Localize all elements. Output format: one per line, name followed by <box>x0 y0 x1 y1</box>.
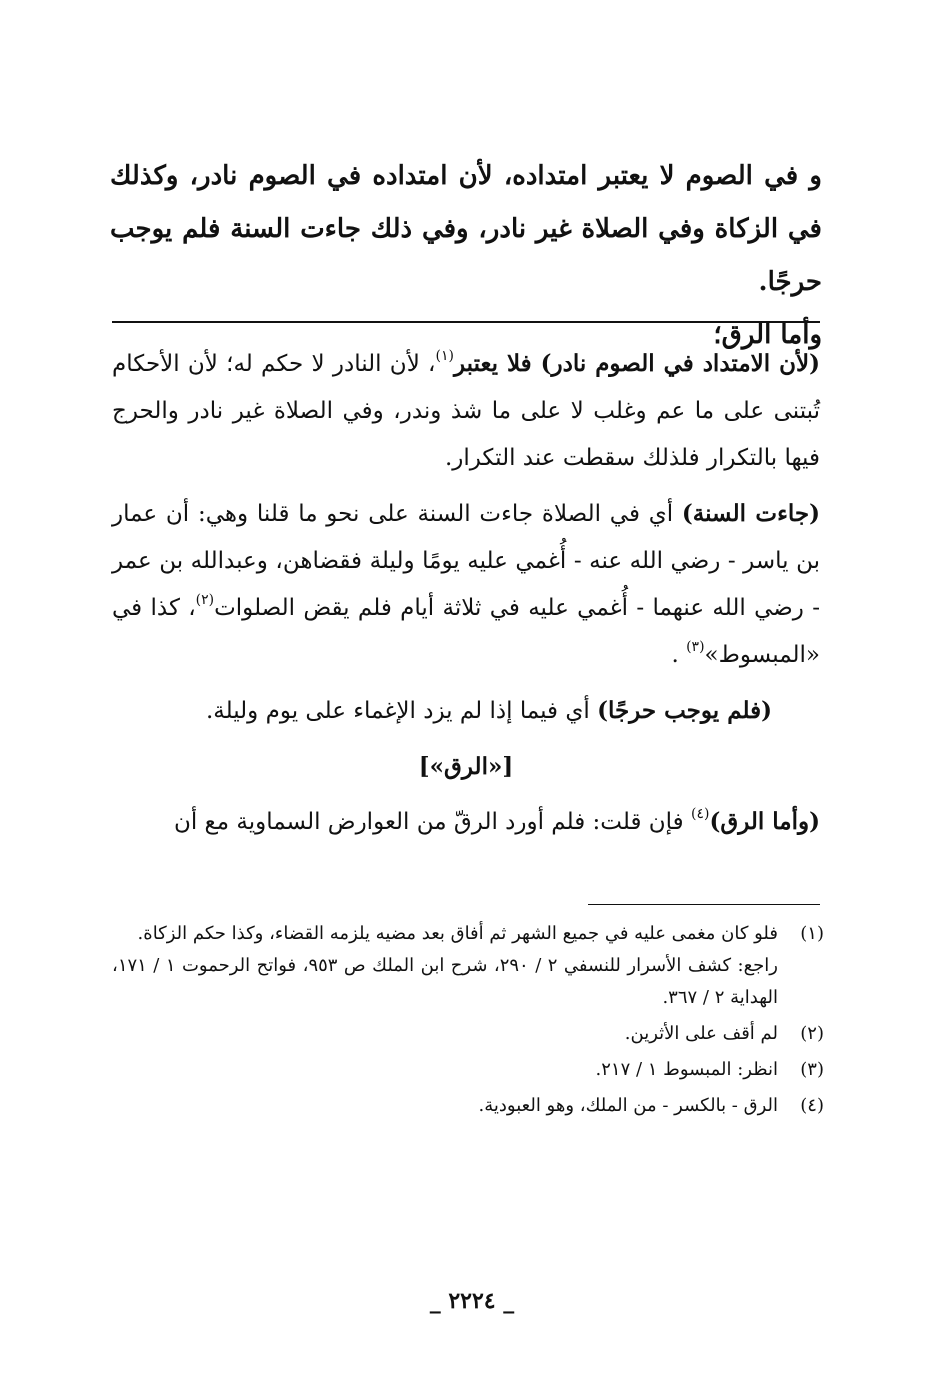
footnote-ref: (٤) <box>691 806 710 823</box>
footnote-body <box>112 1090 778 1122</box>
commentary-text: ، كذا في «المبسوط» <box>112 595 820 668</box>
footnote-body <box>112 1054 778 1086</box>
footnote-line: فلو كان مغمى عليه في جميع الشهر ثم أفاق بعد مضيه يلزمه القضاء، وكذا حكم الزكاة. <box>137 923 778 944</box>
main-last-line: وأما الرق؛ <box>713 320 822 350</box>
commentary <box>112 340 820 854</box>
commentary-text: . <box>671 642 687 668</box>
section-heading: [«الرق»] <box>418 753 514 780</box>
footnote-1 <box>112 918 824 1014</box>
footnote-line: لم أقف على الأثرين. <box>624 1023 778 1044</box>
lemma: (وأما الرق) <box>709 808 820 835</box>
footnote-number: (٣) <box>800 1059 824 1080</box>
main-divider <box>112 321 820 323</box>
commentary-text: فإن قلت: فلم أورد الرقّ من العوارض السماوية مع أن <box>173 809 691 835</box>
main-paragraph: و في الصوم لا يعتبر امتداده، لأن امتداده في الصوم نادر، وكذلك في الزكاة وفي الصلاة غير نادر، وفي ذلك جاءت السنة فلم يوجب حرجًا. <box>110 161 822 297</box>
footnote-ref: (٣) <box>686 639 705 656</box>
commentary-paragraph-2 <box>112 490 820 679</box>
footnote-line: الرق - بالكسر - من الملك، وهو العبودية. <box>478 1095 778 1116</box>
page-number: _ ٢٢٢٤ _ <box>429 1288 515 1314</box>
commentary-text: أي فيما إذا لم يزد الإغماء على يوم وليلة. <box>205 698 598 724</box>
footnote-ref: (١) <box>435 348 454 365</box>
lemma: (فلم يوجب حرجًا) <box>597 697 772 724</box>
commentary-paragraph-4 <box>112 798 820 846</box>
footnote-number: (٢) <box>800 1023 824 1044</box>
footnote-ref: (٢) <box>195 592 215 609</box>
footnote-number: (١) <box>800 923 824 944</box>
commentary-paragraph-1 <box>112 340 820 482</box>
footnote-4 <box>112 1090 824 1122</box>
lemma: (جاءت السنة) <box>681 500 821 527</box>
footnote-body <box>112 918 778 1014</box>
commentary-text: ، لأن النادر لا حكم له؛ لأن الأحكام تُبتنى على ما عم وغلب لا على ما شذ وندر، وفي الصلاة غير نادر والحرج فيها بالتكرار فلذلك سقطت عند التكرار. <box>112 351 820 471</box>
footnote-line: راجع: كشف الأسرار للنسفي ٢ / ٢٩٠، شرح ابن الملك ص ٩٥٣، فواتح الرحموت ١ / ١٧١، الهداية ٢ / ٣٦٧. <box>112 955 779 1008</box>
footnote-3 <box>112 1054 824 1086</box>
lemma: (لأن الامتداد في الصوم نادر) فلا يعتبر <box>453 350 820 377</box>
footnote-line: انظر: المبسوط ١ / ٢١٧. <box>595 1059 778 1080</box>
footnote-number: (٤) <box>800 1095 824 1116</box>
footnote-divider <box>588 904 820 905</box>
commentary-text: أي في الصلاة جاءت السنة على نحو ما قلنا وهي: أن عمار بن ياسر - رضي الله عنه - أُغمي عليه يومًا وليلة فقضاهن، وعبدالله بن عمر - رضي الله عنهما - أُغمي عليه في ثلاثة أيام فلم يقض الصلوات <box>112 501 820 621</box>
footnotes <box>112 918 824 1126</box>
footnote-2 <box>112 1018 824 1050</box>
footnote-body <box>112 1018 778 1050</box>
commentary-paragraph-3 <box>112 687 820 735</box>
